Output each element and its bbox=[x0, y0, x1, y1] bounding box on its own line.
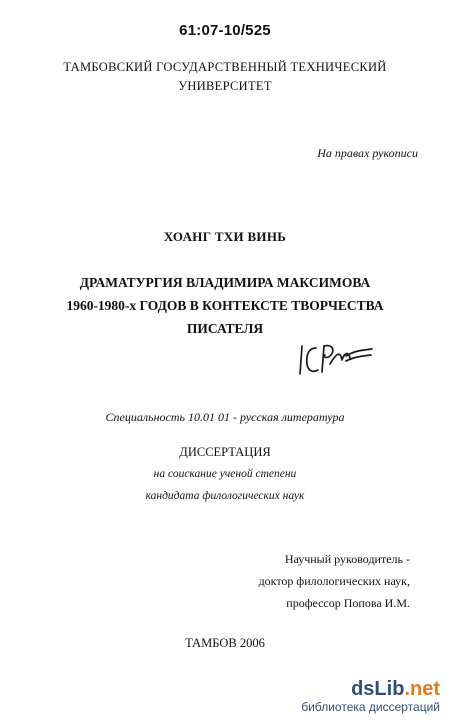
degree-line2: кандидата филологических наук bbox=[145, 490, 305, 502]
author-name: ХОАНГ ТХИ ВИНЬ bbox=[163, 229, 287, 244]
university-name-line1: ТАМБОВСКИЙ ГОСУДАРСТВЕННЫЙ ТЕХНИЧЕСКИЙ bbox=[63, 60, 387, 74]
watermark-tagline: библиотека диссертаций bbox=[301, 700, 440, 714]
dissertation-heading: ДИССЕРТАЦИЯ bbox=[179, 445, 271, 459]
watermark-logo[interactable] bbox=[301, 678, 440, 700]
rights-note: На правах рукописи bbox=[317, 146, 418, 160]
watermark-logo-part2: .net bbox=[404, 678, 440, 700]
specialty-line: Специальность 10.01 01 - русская литература bbox=[105, 410, 345, 424]
watermark[interactable] bbox=[301, 678, 440, 714]
signature-icon bbox=[296, 334, 376, 385]
supervisor-label: Научный руководитель - bbox=[284, 552, 410, 566]
archive-code: 61:07-10/525 bbox=[179, 22, 271, 39]
title-line2: 1960-1980-х ГОДОВ В КОНТЕКСТЕ ТВОРЧЕСТВА bbox=[66, 298, 384, 313]
degree-line1: на соискание ученой степени bbox=[153, 468, 297, 480]
title-line1: ДРАМАТУРГИЯ ВЛАДИМИРА МАКСИМОВА bbox=[79, 275, 371, 290]
city-year: ТАМБОВ 2006 bbox=[185, 636, 265, 650]
supervisor-name: профессор Попова И.М. bbox=[286, 596, 410, 610]
university-name-line2: УНИВЕРСИТЕТ bbox=[178, 79, 272, 93]
supervisor-degree: доктор филологических наук, bbox=[258, 574, 410, 588]
title-line3: ПИСАТЕЛЯ bbox=[186, 321, 264, 336]
watermark-logo-part1: dsLib bbox=[351, 678, 405, 700]
